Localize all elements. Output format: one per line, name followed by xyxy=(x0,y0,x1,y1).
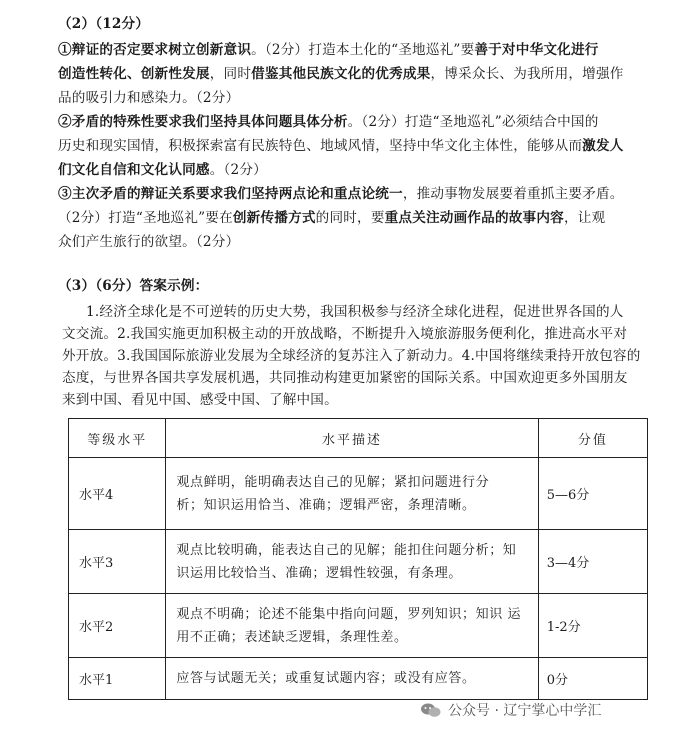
q2-line1-text: 。（2分）打造本土化的“圣地巡礼”要 xyxy=(251,42,475,58)
row-desc-line-2: 用不正确；表述缺乏逻辑，条理性差。 xyxy=(176,629,408,645)
q2-line1-key: 善于对中华文化进行 xyxy=(474,42,599,58)
row-level: 水平4 xyxy=(69,458,166,530)
row-desc-line-2: 析；知识运用恰当、准确；逻辑严密，条理清晰。 xyxy=(176,497,476,513)
q2-line7-text: ，推动事物发展要着重抓主要矛盾。 xyxy=(402,186,624,202)
q2-line8-text1: （2分）打造“圣地巡礼”要在 xyxy=(58,210,233,226)
row-desc-line-1: 应答与试题无关；或重复试题内容；或没有应答。 xyxy=(176,671,476,686)
row-desc-line-1: 观点不明确；论述不能集中指向问题，罗列知识；知识 运 xyxy=(176,606,522,622)
q3-para-line-1: 1.经济全球化是不可逆转的历史大势，我国积极参与经济全球化进程，促进世界各国的人 xyxy=(86,304,624,320)
row-desc-line-2: 识运用比较恰当、准确；逻辑性较强，有条理。 xyxy=(176,565,462,581)
table-header-row xyxy=(69,419,648,458)
q2-line8-key1: 创新传播方式 xyxy=(232,210,316,226)
table-row xyxy=(69,658,648,700)
row-level: 水平1 xyxy=(69,658,166,700)
q2-line5-key: 激发人 xyxy=(582,138,624,154)
header-description: 水平描述 xyxy=(166,419,538,458)
q2-point2-title: ②矛盾的特殊性要求我们坚持具体问题具体分析 xyxy=(58,114,348,130)
table-row xyxy=(69,458,648,530)
q3-para-line-5: 来到中国、看见中国、感受中国、了解中国。 xyxy=(62,392,338,408)
q2-line-9: 众们产生旅行的欲望。（2分） xyxy=(58,234,240,250)
q2-header: （2）（12分） xyxy=(58,16,150,32)
q3-para-line-3: 外开放。3.我国国际旅游业发展为全球经济的复苏注入了新动力。4.中国将继续秉持开放包容的 xyxy=(62,348,641,364)
q2-line2-key1: 创造性转化、创新性发展 xyxy=(58,66,210,82)
q2-line-6 xyxy=(58,160,267,180)
row-description xyxy=(166,458,538,530)
q2-line8-key2: 重点关注动画作品的故事内容 xyxy=(384,210,564,226)
q2-line2-text1: ，同时 xyxy=(209,66,252,82)
q2-line-2 xyxy=(58,64,624,84)
header-level: 等级水平 xyxy=(69,419,166,458)
table-row xyxy=(69,530,648,594)
table-row xyxy=(69,594,648,658)
q2-line2-key2: 借鉴其他民族文化的优秀成果 xyxy=(251,66,431,82)
header-score: 分值 xyxy=(538,419,647,458)
q2-point3-title: ③主次矛盾的辩证关系要求我们坚持两点论和重点论统一 xyxy=(58,186,403,202)
q3-header: （3）（6分）答案示例： xyxy=(58,278,209,294)
watermark xyxy=(420,698,601,722)
q2-line-5 xyxy=(58,136,624,156)
row-score: 5—6分 xyxy=(538,458,647,530)
q2-line-1 xyxy=(58,40,599,60)
q2-line2-text2: ，博采众长、为我所用，增强作 xyxy=(430,66,624,82)
row-level: 水平2 xyxy=(69,594,166,658)
scoring-table xyxy=(68,418,648,700)
q2-line-8 xyxy=(58,208,605,228)
q2-line6-text: 。（2分） xyxy=(209,162,267,178)
q2-line-3: 品的吸引力和感染力。（2分） xyxy=(58,90,240,106)
q3-para-line-2: 文交流。2.我国实施更加积极主动的开放战略，不断提升入境旅游服务便利化，推进高水平对 xyxy=(62,326,628,342)
q3-para-line-4: 态度，与世界各国共享发展机遇，共同推动构建更加紧密的国际关系。中国欢迎更多外国朋友 xyxy=(62,370,628,386)
q2-line8-text2: 的同时，要 xyxy=(315,210,385,226)
q2-line4-text: 。（2分）打造“圣地巡礼”必须结合中国的 xyxy=(347,114,599,130)
row-desc-line-1: 观点鲜明，能明确表达自己的见解；紧扣问题进行分 xyxy=(176,474,490,490)
row-score: 3—4分 xyxy=(538,530,647,594)
row-description xyxy=(166,530,538,594)
row-score: 1-2分 xyxy=(538,594,647,658)
row-desc-line-1: 观点比较明确，能表达自己的见解；能扣住问题分析；知 xyxy=(176,542,517,558)
q2-line-7 xyxy=(58,184,624,204)
row-description xyxy=(166,594,538,658)
row-score: 0分 xyxy=(538,658,647,700)
row-level: 水平3 xyxy=(69,530,166,594)
row-description xyxy=(166,658,538,700)
q2-point1-title: ①辩证的否定要求树立创新意识 xyxy=(58,42,252,58)
q2-line5-text: 历史和现实国情，积极探索富有民族特色、地域风情，坚持中华文化主体性，能够从而 xyxy=(58,138,583,154)
wechat-icon xyxy=(420,702,442,718)
q2-line8-text3: ，让观 xyxy=(563,210,606,226)
q2-line6-key: 们文化自信和文化认同感 xyxy=(58,162,210,178)
watermark-text: 公众号 · 辽宁掌心中学汇 xyxy=(448,703,602,719)
q2-line-4 xyxy=(58,112,599,132)
